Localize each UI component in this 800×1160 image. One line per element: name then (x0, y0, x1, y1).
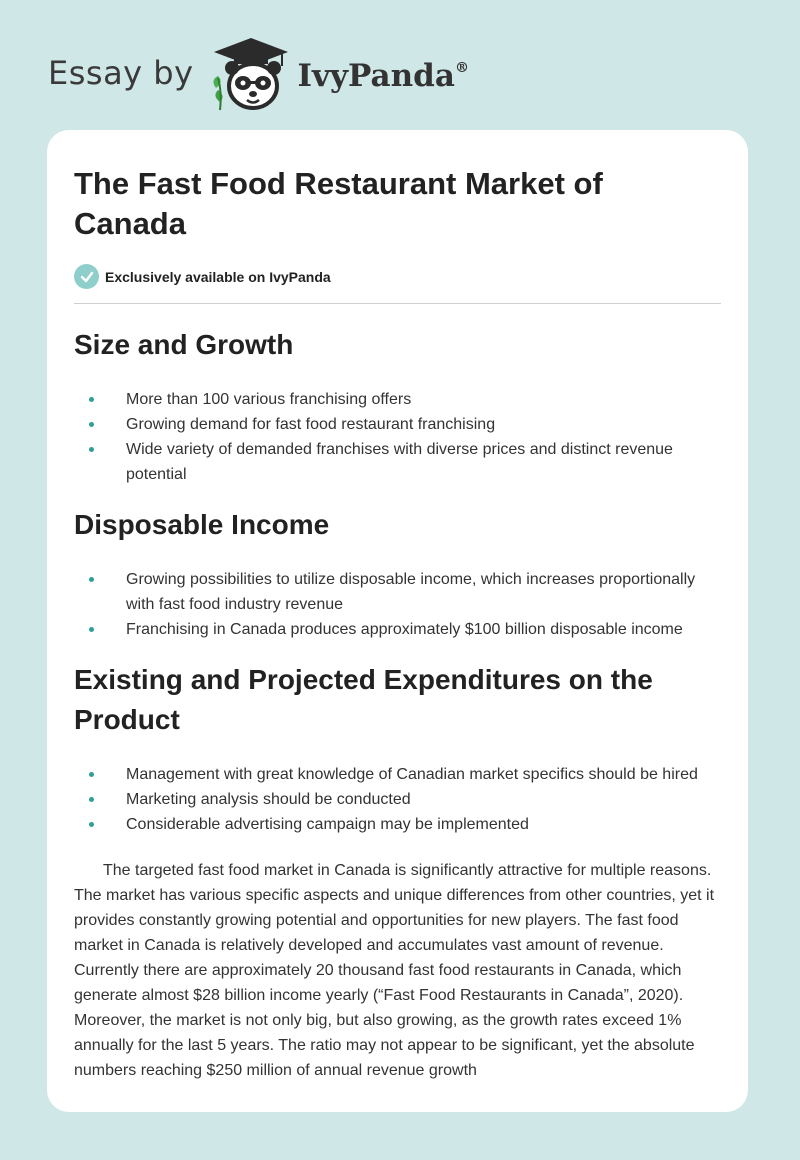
exclusive-label: Exclusively available on IvyPanda (105, 268, 331, 285)
list-item: Considerable advertising campaign may be implemented (74, 812, 721, 837)
list-item: Growing demand for fast food restaurant franchising (74, 412, 721, 437)
essay-card (47, 130, 748, 1112)
site-header (48, 30, 548, 120)
divider (74, 303, 721, 304)
body-paragraph: The targeted fast food market in Canada is significantly attractive for multiple reasons. The market has various specific aspects and unique differences from other countries, yet it provides constantly growing potential and opportunities for new players. The fast food market in Canada is relatively developed and accumulates vast amount of revenue. Currently there are approximately 20 thousand fast food restaurants in Canada, which generate almost $28 billion income yearly (“Fast Food Restaurants in Canada”, 2020). Moreover, the market is not only big, but also growing, as the growth rates exceed 1% annually for the last 5 years. The ratio may not appear to be significant, yet the absolute numbers reaching $250 million of annual revenue growth (74, 862, 715, 1079)
brand-text: IvyPanda (297, 58, 455, 94)
panda-mascot-icon (208, 36, 294, 114)
page-title: The Fast Food Restaurant Market of Canada (74, 166, 603, 241)
list-item: Growing possibilities to utilize disposable income, which increases proportionally with fast food industry revenue (74, 567, 721, 617)
list-item: More than 100 various franchising offers (74, 387, 721, 412)
bullet-list-expenditures (74, 762, 721, 837)
list-item: Marketing analysis should be conducted (74, 787, 721, 812)
essay-by-label: Essay by (48, 54, 194, 92)
section-heading-disposable-income: Disposable Income (74, 509, 330, 540)
section-heading-expenditures: Existing and Projected Expenditures on the Product (74, 664, 653, 735)
brand-name (298, 58, 469, 94)
check-icon (74, 264, 99, 289)
bullet-list-size-growth (74, 387, 721, 487)
exclusive-badge (74, 264, 721, 289)
registered-mark: ® (454, 60, 469, 76)
list-item: Management with great knowledge of Canadian market specifics should be hired (74, 762, 721, 787)
list-item: Franchising in Canada produces approximately $100 billion disposable income (74, 617, 721, 642)
ivypanda-logo[interactable] (208, 36, 469, 114)
bullet-list-disposable-income (74, 567, 721, 642)
section-heading-size-growth: Size and Growth (74, 329, 294, 360)
list-item: Wide variety of demanded franchises with diverse prices and distinct revenue potential (74, 437, 721, 487)
